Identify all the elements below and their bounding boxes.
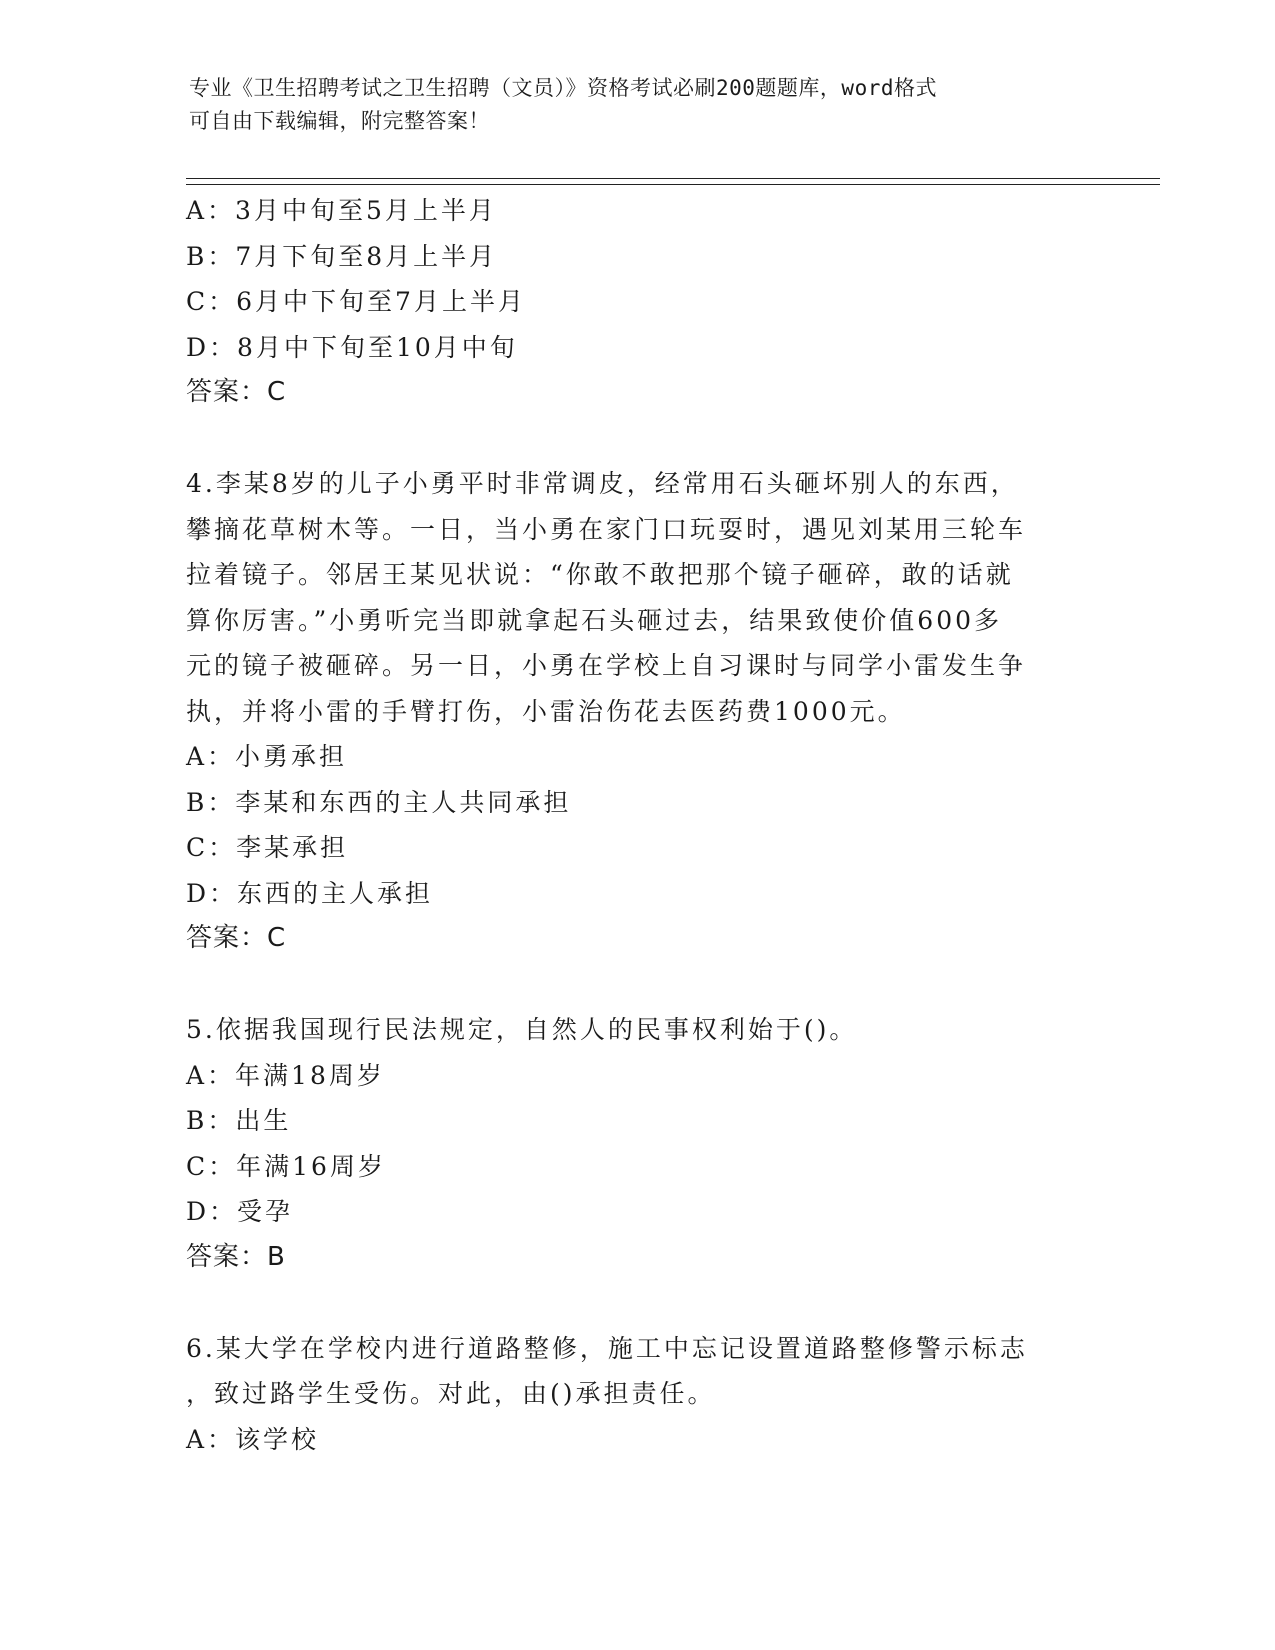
question-stem-line: 5.依据我国现行民法规定，自然人的民事权利始于()。 [186,1015,858,1044]
option-d: D：8月中下旬至10月中旬 [186,332,518,362]
answer-line: 答案：C [186,377,287,407]
question-stem-line: 6.某大学在学校内进行道路整修，施工中忘记设置道路整修警示标志 [186,1333,1028,1363]
question-stem-line: 执，并将小雷的手臂打伤，小雷治伤花去医药费1000元。 [186,696,906,726]
question-6 [186,1326,1086,1463]
question-4 [186,461,1086,962]
option-a: A：小勇承担 [186,742,348,771]
document-header [189,72,1069,138]
question-stem-line: ，致过路学生受伤。对此，由()承担责任。 [186,1379,716,1408]
option-b: B：出生 [186,1106,292,1135]
option-b: B：李某和东西的主人共同承担 [186,787,572,817]
question-stem-line: 算你厉害。”小勇听完当即就拿起石头砸过去，结果致使价值600多 [186,605,1003,635]
answer-line: 答案：B [186,1241,286,1272]
header-divider [186,178,1160,185]
question-stem-line: 拉着镜子。邻居王某见状说：“你敢不敢把那个镜子砸碎，敢的话就 [186,560,1014,589]
option-a: A：年满18周岁 [186,1060,385,1090]
header-title-line-1: 专业《卫生招聘考试之卫生招聘（文员）》资格考试必刷200题题库，word格式 [189,76,937,100]
answer-line: 答案：C [186,923,287,953]
option-a: A：3月中旬至5月上半月 [186,196,497,225]
option-c: C：李某承担 [186,833,349,862]
question-stem-line: 元的镜子被砸碎。另一日，小勇在学校上自习课时与同学小雷发生争 [186,651,1027,680]
option-c: C：6月中下旬至7月上半月 [186,287,526,316]
question-stem-line: 4.李某8岁的儿子小勇平时非常调皮，经常用石头砸坏别人的东西， [186,469,1019,498]
option-b: B：7月下旬至8月上半月 [186,241,498,271]
question-list [186,188,1086,1462]
option-c: C：年满16周岁 [186,1151,386,1181]
header-title-line-2: 可自由下载编辑，附完整答案！ [189,109,490,133]
option-d: D：受孕 [186,1197,294,1226]
question-5 [186,1007,1086,1280]
question-3-continued [186,188,1086,416]
question-stem-line: 攀摘花草树木等。一日，当小勇在家门口玩耍时，遇见刘某用三轮车 [186,514,1027,544]
option-d: D：东西的主人承担 [186,878,434,908]
option-a: A：该学校 [186,1424,320,1454]
